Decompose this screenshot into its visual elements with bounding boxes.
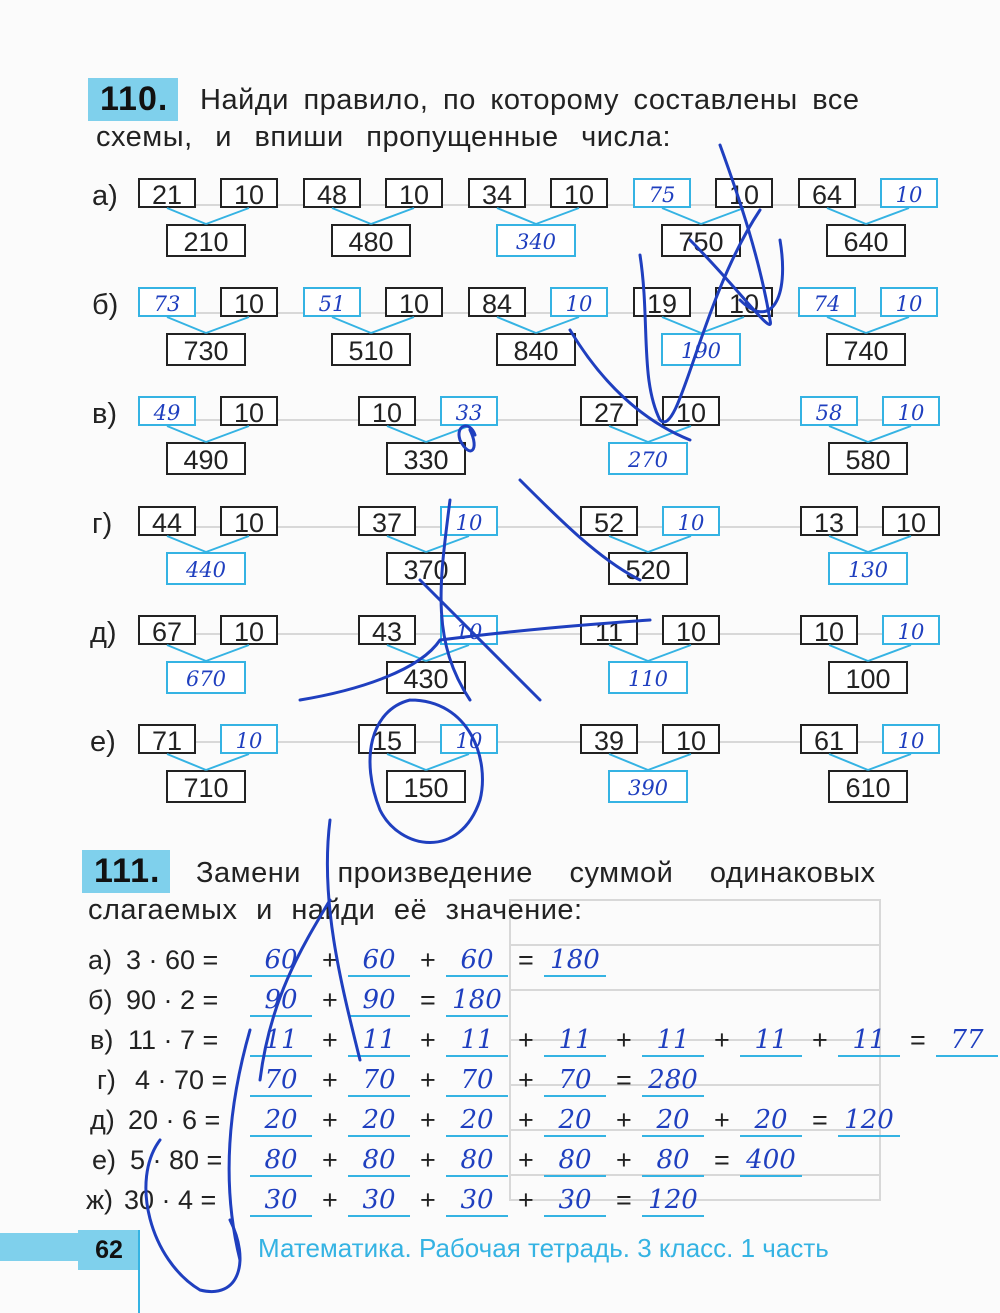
plus-sign: +	[420, 1105, 436, 1135]
scheme-input-a: 52	[580, 506, 638, 536]
scheme-input-a: 15	[358, 724, 416, 754]
scheme-link-left	[497, 208, 536, 224]
sum-term: 11	[250, 1025, 312, 1057]
scheme-input-b: 10	[220, 178, 278, 208]
scheme-link-left	[609, 426, 648, 442]
sum-term: 80	[250, 1145, 312, 1177]
scheme-link-right	[426, 645, 469, 661]
plus-sign: +	[518, 1105, 534, 1135]
sum-term: 30	[250, 1185, 312, 1217]
scheme-link-left	[167, 208, 206, 224]
plus-sign: +	[420, 1065, 436, 1095]
scheme-link-right	[648, 754, 691, 770]
sum-term: 20	[348, 1105, 410, 1137]
scheme-link-left	[167, 754, 206, 770]
scheme-result: 640	[826, 224, 906, 257]
scheme-link-right	[206, 645, 249, 661]
equation-product: 90 · 2 =	[126, 985, 219, 1015]
sum-term: 70	[544, 1065, 606, 1097]
scheme-input-b: 10	[440, 724, 498, 754]
sum-term: 70	[250, 1065, 312, 1097]
sum-term: 80	[348, 1145, 410, 1177]
sum-term: 11	[642, 1025, 704, 1057]
sum-term: 30	[446, 1185, 508, 1217]
scheme-input-a: 64	[798, 178, 856, 208]
scheme-result: 480	[331, 224, 411, 257]
scheme-input-a: 34	[468, 178, 526, 208]
scheme-link-left	[332, 317, 371, 333]
equals-sign: =	[812, 1105, 828, 1135]
scheme-link-right	[648, 536, 691, 552]
scheme-link-left	[609, 536, 648, 552]
scheme-result: 580	[828, 442, 908, 475]
scheme-link-right	[701, 317, 744, 333]
scheme-input-b: 10	[882, 396, 940, 426]
scheme-link-left	[609, 645, 648, 661]
scheme-input-b: 10	[715, 178, 773, 208]
scheme-link-left	[829, 645, 868, 661]
scheme-input-b: 10	[220, 396, 278, 426]
scheme-input-b: 10	[220, 506, 278, 536]
equation-label: ж)	[86, 1185, 114, 1215]
sum-term: 11	[740, 1025, 802, 1057]
scheme-link-left	[167, 536, 206, 552]
row-label: в)	[92, 398, 118, 430]
scheme-link-right	[868, 645, 911, 661]
scheme-result: 670	[166, 661, 246, 694]
scheme-link-left	[829, 754, 868, 770]
scheme-result: 150	[386, 770, 466, 803]
scheme-input-a: 21	[138, 178, 196, 208]
scheme-link-left	[829, 426, 868, 442]
sum-term: 11	[838, 1025, 900, 1057]
plus-sign: +	[518, 1185, 534, 1215]
scheme-input-a: 73	[138, 287, 196, 317]
scheme-input-a: 13	[800, 506, 858, 536]
scheme-input-a: 48	[303, 178, 361, 208]
scheme-result: 100	[828, 661, 908, 694]
exercise-111-text-line1: Замени произведение суммой одинаковых	[196, 857, 876, 889]
plus-sign: +	[518, 1145, 534, 1175]
scheme-link-right	[371, 317, 414, 333]
scheme-input-b: 10	[550, 178, 608, 208]
equation-label: б)	[88, 985, 113, 1015]
scheme-link-right	[648, 645, 691, 661]
equals-sign: =	[910, 1025, 926, 1055]
footer-divider	[138, 1230, 140, 1313]
plus-sign: +	[322, 945, 338, 975]
scheme-link-left	[827, 317, 866, 333]
scheme-input-b: 10	[385, 287, 443, 317]
equation-label: г)	[97, 1065, 116, 1095]
exercise-111-text-line2: слагаемых и найди её значение:	[88, 894, 583, 926]
scheme-input-a: 39	[580, 724, 638, 754]
plus-sign: +	[812, 1025, 828, 1055]
sum-term: 30	[348, 1185, 410, 1217]
scheme-input-a: 19	[633, 287, 691, 317]
sum-term: 20	[544, 1105, 606, 1137]
sum-term: 90	[250, 985, 312, 1017]
plus-sign: +	[714, 1025, 730, 1055]
scheme-link-left	[829, 536, 868, 552]
exercise-110-text-line2: схемы, и впиши пропущенные числа:	[96, 121, 672, 153]
scheme-link-left	[167, 645, 206, 661]
sum-term: 70	[348, 1065, 410, 1097]
plus-sign: +	[322, 1145, 338, 1175]
scheme-link-right	[648, 426, 691, 442]
equation-label: д)	[90, 1105, 115, 1135]
scheme-input-a: 67	[138, 615, 196, 645]
sum-term: 90	[348, 985, 410, 1017]
scheme-link-right	[426, 536, 469, 552]
sum-result: 120	[838, 1105, 900, 1137]
scheme-result: 710	[166, 770, 246, 803]
plus-sign: +	[616, 1105, 632, 1135]
plus-sign: +	[322, 1185, 338, 1215]
scheme-input-a: 10	[358, 396, 416, 426]
scheme-link-right	[536, 208, 579, 224]
plus-sign: +	[420, 1185, 436, 1215]
equation-product: 4 · 70 =	[135, 1065, 228, 1095]
equation-product: 20 · 6 =	[128, 1105, 221, 1135]
scheme-input-a: 37	[358, 506, 416, 536]
scheme-result: 430	[386, 661, 466, 694]
scheme-result: 210	[166, 224, 246, 257]
equation-label: е)	[92, 1145, 117, 1175]
scheme-result: 520	[608, 552, 688, 585]
scheme-input-b: 10	[882, 506, 940, 536]
scheme-input-a: 44	[138, 506, 196, 536]
plus-sign: +	[322, 1025, 338, 1055]
row-label: е)	[90, 726, 116, 758]
sum-term: 20	[642, 1105, 704, 1137]
sum-term: 30	[544, 1185, 606, 1217]
scheme-result: 740	[826, 333, 906, 366]
scheme-result: 490	[166, 442, 246, 475]
equals-sign: =	[616, 1185, 632, 1215]
plus-sign: +	[322, 1065, 338, 1095]
scheme-input-b: 10	[550, 287, 608, 317]
sum-term: 11	[544, 1025, 606, 1057]
scheme-result: 340	[496, 224, 576, 257]
sum-term: 60	[348, 945, 410, 977]
scheme-input-a: 61	[800, 724, 858, 754]
scheme-link-left	[387, 536, 426, 552]
scheme-result: 330	[386, 442, 466, 475]
equation-label: в)	[90, 1025, 114, 1055]
equals-sign: =	[714, 1145, 730, 1175]
scheme-input-b: 10	[880, 287, 938, 317]
scheme-link-left	[387, 426, 426, 442]
scheme-input-b: 10	[220, 287, 278, 317]
scheme-result: 440	[166, 552, 246, 585]
scheme-link-left	[497, 317, 536, 333]
scheme-link-right	[868, 536, 911, 552]
plus-sign: +	[616, 1025, 632, 1055]
page-number: 62	[78, 1230, 140, 1270]
scheme-result: 130	[828, 552, 908, 585]
scheme-input-a: 74	[798, 287, 856, 317]
scheme-result: 370	[386, 552, 466, 585]
sum-term: 11	[348, 1025, 410, 1057]
sum-term: 70	[446, 1065, 508, 1097]
scheme-link-right	[426, 754, 469, 770]
scheme-input-b: 10	[662, 724, 720, 754]
scheme-input-b: 10	[662, 615, 720, 645]
scheme-input-a: 58	[800, 396, 858, 426]
scheme-link-left	[387, 645, 426, 661]
row-label: д)	[90, 617, 117, 649]
plus-sign: +	[518, 1025, 534, 1055]
scheme-input-b: 10	[662, 396, 720, 426]
row-label: б)	[92, 289, 119, 321]
scheme-input-b: 10	[662, 506, 720, 536]
scheme-link-left	[662, 208, 701, 224]
exercise-110-text-line1: Найди правило, по которому составлены все	[200, 84, 860, 116]
scheme-link-right	[206, 208, 249, 224]
scheme-result: 730	[166, 333, 246, 366]
sum-term: 80	[544, 1145, 606, 1177]
sum-term: 80	[446, 1145, 508, 1177]
equals-sign: =	[420, 985, 436, 1015]
scheme-link-left	[167, 317, 206, 333]
plus-sign: +	[322, 985, 338, 1015]
plus-sign: +	[420, 1025, 436, 1055]
equation-product: 30 · 4 =	[124, 1185, 217, 1215]
equation-product: 5 · 80 =	[130, 1145, 223, 1175]
scheme-input-a: 71	[138, 724, 196, 754]
scheme-result: 750	[661, 224, 741, 257]
sum-term: 20	[250, 1105, 312, 1137]
scheme-link-right	[371, 208, 414, 224]
sum-term: 11	[446, 1025, 508, 1057]
scheme-input-b: 10	[882, 615, 940, 645]
scheme-input-b: 10	[882, 724, 940, 754]
scheme-link-left	[167, 426, 206, 442]
scheme-input-a: 43	[358, 615, 416, 645]
sum-term: 60	[446, 945, 508, 977]
scheme-link-left	[662, 317, 701, 333]
scheme-link-right	[206, 536, 249, 552]
scheme-result: 190	[661, 333, 741, 366]
scheme-link-left	[609, 754, 648, 770]
sum-term: 20	[740, 1105, 802, 1137]
exercise-111-number: 111.	[82, 850, 170, 893]
scheme-input-b: 10	[220, 724, 278, 754]
equation-label: а)	[88, 945, 113, 975]
sum-term: 60	[250, 945, 312, 977]
sum-result: 77	[936, 1025, 998, 1057]
scheme-input-a: 49	[138, 396, 196, 426]
plus-sign: +	[714, 1105, 730, 1135]
scheme-link-right	[868, 754, 911, 770]
plus-sign: +	[518, 1065, 534, 1095]
scheme-link-right	[426, 426, 469, 442]
scheme-link-right	[868, 426, 911, 442]
scheme-link-left	[827, 208, 866, 224]
sum-term: 20	[446, 1105, 508, 1137]
scheme-input-a: 75	[633, 178, 691, 208]
scheme-link-right	[701, 208, 744, 224]
scheme-result: 110	[608, 661, 688, 694]
plus-sign: +	[322, 1105, 338, 1135]
scheme-result: 270	[608, 442, 688, 475]
scheme-input-a: 11	[580, 615, 638, 645]
scheme-input-b: 10	[880, 178, 938, 208]
scheme-input-a: 27	[580, 396, 638, 426]
scheme-input-b: 10	[440, 506, 498, 536]
equals-sign: =	[518, 945, 534, 975]
scheme-result: 390	[608, 770, 688, 803]
scheme-link-right	[206, 317, 249, 333]
scheme-input-a: 84	[468, 287, 526, 317]
sum-result: 180	[446, 985, 508, 1017]
book-title: Математика. Рабочая тетрадь. 3 класс. 1 часть	[258, 1233, 829, 1263]
scheme-input-b: 10	[220, 615, 278, 645]
scheme-input-a: 10	[800, 615, 858, 645]
scheme-link-right	[866, 208, 909, 224]
scheme-link-right	[206, 426, 249, 442]
scheme-result: 840	[496, 333, 576, 366]
exercise-110-number: 110.	[88, 78, 178, 121]
scheme-link-left	[387, 754, 426, 770]
scheme-result: 510	[331, 333, 411, 366]
scheme-link-right	[536, 317, 579, 333]
sum-term: 80	[642, 1145, 704, 1177]
scheme-input-b: 10	[385, 178, 443, 208]
equals-sign: =	[616, 1065, 632, 1095]
scheme-link-right	[206, 754, 249, 770]
scheme-input-b: 10	[715, 287, 773, 317]
row-label: г)	[92, 508, 113, 540]
scheme-input-b: 10	[440, 615, 498, 645]
scheme-link-left	[332, 208, 371, 224]
sum-result: 120	[642, 1185, 704, 1217]
scheme-input-a: 51	[303, 287, 361, 317]
sum-result: 400	[740, 1145, 802, 1177]
plus-sign: +	[420, 1145, 436, 1175]
plus-sign: +	[420, 945, 436, 975]
scheme-input-b: 33	[440, 396, 498, 426]
plus-sign: +	[616, 1145, 632, 1175]
scheme-link-right	[866, 317, 909, 333]
sum-result: 180	[544, 945, 606, 977]
scheme-result: 610	[828, 770, 908, 803]
sum-result: 280	[642, 1065, 704, 1097]
equation-product: 3 · 60 =	[126, 945, 219, 975]
equation-product: 11 · 7 =	[128, 1025, 219, 1055]
row-label: а)	[92, 180, 118, 212]
